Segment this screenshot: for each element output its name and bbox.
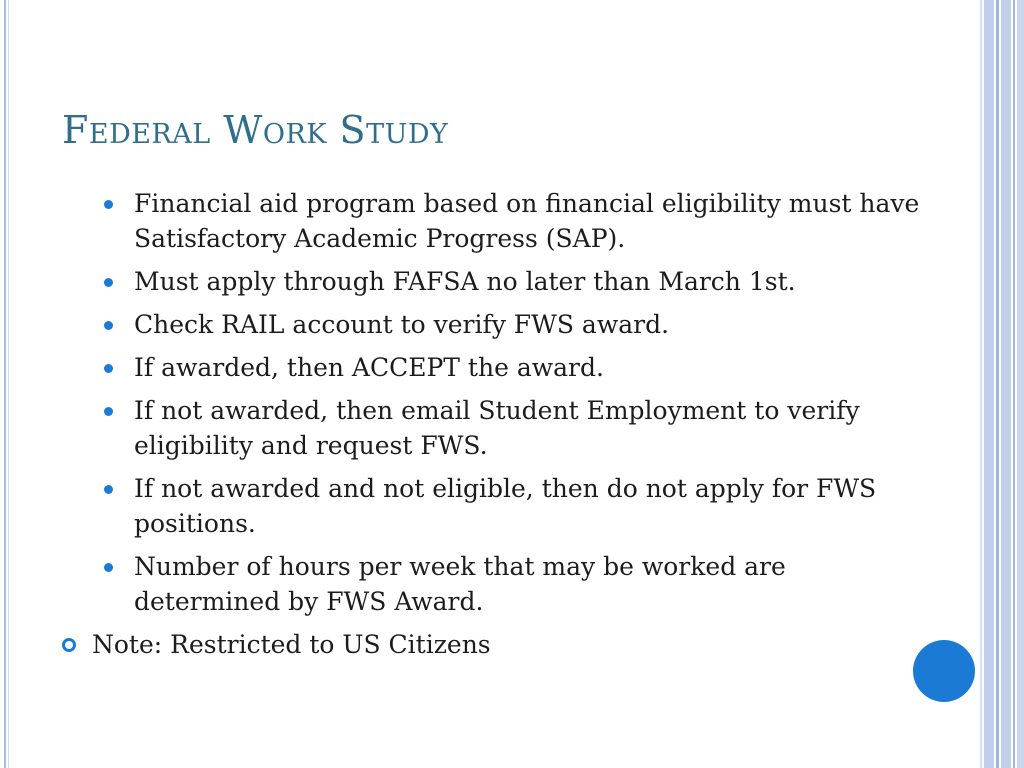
ring-bullet-icon — [62, 638, 76, 652]
bullet-item — [98, 264, 922, 299]
slide-content — [62, 186, 922, 662]
bullet-dot-icon — [104, 563, 113, 572]
bullet-text: If awarded, then ACCEPT the award. — [134, 353, 604, 382]
left-frame-border — [0, 0, 6, 768]
right-frame-stripe — [980, 0, 982, 768]
bullet-dot-icon — [104, 407, 113, 416]
note-item — [62, 627, 922, 662]
right-frame-border — [980, 0, 1024, 768]
bullet-text: If not awarded, then email Student Employment to verify eligibility and request FWS. — [134, 396, 860, 460]
slide-title: Federal Work Study — [62, 108, 449, 152]
right-frame-stripe — [984, 0, 994, 768]
bullet-dot-icon — [104, 321, 113, 330]
right-frame-stripe — [996, 0, 999, 768]
decorative-circle-icon — [913, 640, 975, 702]
bullet-list — [98, 186, 922, 619]
bullet-item — [98, 186, 922, 256]
bullet-item — [98, 307, 922, 342]
right-frame-stripe — [1001, 0, 1011, 768]
bullet-dot-icon — [104, 364, 113, 373]
bullet-dot-icon — [104, 200, 113, 209]
bullet-dot-icon — [104, 485, 113, 494]
bullet-item — [98, 350, 922, 385]
left-frame-line — [8, 0, 9, 768]
right-frame-stripe — [1017, 0, 1024, 768]
bullet-item — [98, 549, 922, 619]
bullet-dot-icon — [104, 278, 113, 287]
bullet-text: Check RAIL account to verify FWS award. — [134, 310, 670, 339]
bullet-text: If not awarded and not eligible, then do not apply for FWS positions. — [134, 474, 877, 538]
note-text: Note: Restricted to US Citizens — [92, 630, 491, 659]
right-frame-stripe — [1013, 0, 1015, 768]
bullet-item — [98, 393, 922, 463]
bullet-item — [98, 471, 922, 541]
bullet-text: Financial aid program based on financial eligibility must have Satisfactory Academic Progress (SAP). — [134, 189, 920, 253]
bullet-text: Number of hours per week that may be worked are determined by FWS Award. — [134, 552, 786, 616]
bullet-text: Must apply through FAFSA no later than March 1st. — [134, 267, 796, 296]
